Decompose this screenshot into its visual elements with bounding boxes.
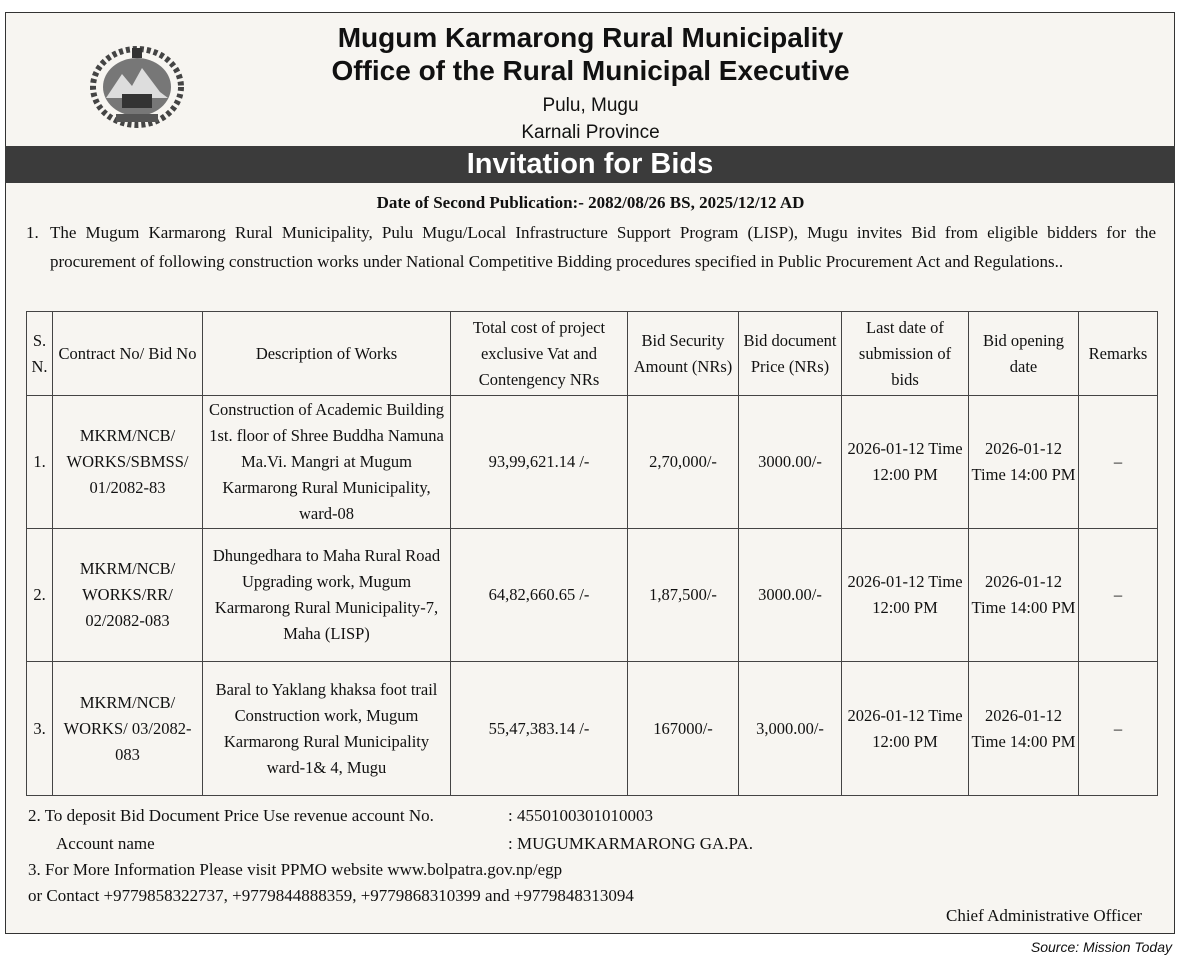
cell-sn: 1.: [27, 396, 53, 529]
cell-remarks: –: [1079, 529, 1158, 662]
header-security: Bid Security Amount (NRs): [628, 312, 739, 396]
cell-last-date: 2026-01-12 Time 12:00 PM: [842, 529, 969, 662]
cell-opening-date: 2026-01-12 Time 14:00 PM: [969, 662, 1079, 796]
cell-remarks: –: [1079, 396, 1158, 529]
header-remarks: Remarks: [1079, 312, 1158, 396]
header-contract: Contract No/ Bid No: [53, 312, 203, 396]
signatory: Chief Administrative Officer: [946, 906, 1143, 925]
cell-security: 1,87,500/-: [628, 529, 739, 662]
account-name-label: Account name: [56, 834, 155, 853]
cell-contract: MKRM/NCB/ WORKS/RR/ 02/2082-083: [53, 529, 203, 662]
cell-opening-date: 2026-01-12 Time 14:00 PM: [969, 529, 1079, 662]
contact-line: or Contact +9779858322737, +9779844888359, +9779868310399 and +9779848313094: [28, 886, 634, 905]
cell-description: Construction of Academic Building 1st. floor of Shree Buddha Namuna Ma.Vi. Mangri at Mugum Karmarong Rural Municipality, ward-08: [203, 396, 451, 529]
cell-cost: 93,99,621.14 /-: [451, 396, 628, 529]
municipality-name: Mugum Karmarong Rural Municipality: [337, 22, 844, 53]
header-last-date: Last date of submission of bids: [842, 312, 969, 396]
address-line-1: Pulu, Mugu: [542, 95, 639, 116]
header-cost: Total cost of project exclusive Vat and Contengency NRs: [451, 312, 628, 396]
address-line-2: Karnali Province: [521, 122, 660, 143]
cell-remarks: –: [1079, 662, 1158, 796]
publication-date: Date of Second Publication:- 2082/08/26 BS, 2025/12/12 AD: [376, 193, 805, 212]
cell-description: Baral to Yaklang khaksa foot trail Construction work, Mugum Karmarong Rural Municipality ward-1& 4, Mugu: [203, 662, 451, 796]
cell-security: 2,70,000/-: [628, 396, 739, 529]
cell-sn: 2.: [27, 529, 53, 662]
table-row: [27, 529, 1158, 662]
cell-cost: 55,47,383.14 /-: [451, 662, 628, 796]
cell-last-date: 2026-01-12 Time 12:00 PM: [842, 396, 969, 529]
account-name: : MUGUMKARMARONG GA.PA.: [508, 834, 753, 853]
cell-sn: 3.: [27, 662, 53, 796]
office-name: Office of the Rural Municipal Executive: [331, 55, 850, 86]
table-row: [27, 396, 1158, 529]
intro-paragraph: [26, 218, 1156, 276]
deposit-label: 2. To deposit Bid Document Price Use revenue account No.: [28, 806, 434, 825]
bids-table: [26, 311, 1158, 796]
header-opening-date: Bid opening date: [969, 312, 1079, 396]
cell-description: Dhungedhara to Maha Rural Road Upgrading work, Mugum Karmarong Rural Municipality-7, Maha (LISP): [203, 529, 451, 662]
cell-doc-price: 3,000.00/-: [739, 662, 842, 796]
cell-security: 167000/-: [628, 662, 739, 796]
info-line: 3. For More Information Please visit PPMO website www.bolpatra.gov.np/egp: [28, 860, 563, 879]
cell-last-date: 2026-01-12 Time 12:00 PM: [842, 662, 969, 796]
table-row: [27, 662, 1158, 796]
intro-text: The Mugum Karmarong Rural Municipality, Pulu Mugu/Local Infrastructure Support Program (LISP), Mugu invites Bid from eligible bidders for the procurement of following construction works under National Competitive Bidding procedures specified in Public Procurement Act and Regulations..: [50, 223, 1156, 271]
account-number: : 4550100301010003: [508, 806, 653, 825]
intro-number: 1.: [26, 223, 39, 242]
cell-contract: MKRM/NCB/ WORKS/SBMSS/ 01/2082-83: [53, 396, 203, 529]
cell-contract: MKRM/NCB/ WORKS/ 03/2082-083: [53, 662, 203, 796]
header-description: Description of Works: [203, 312, 451, 396]
header-doc-price: Bid document Price (NRs): [739, 312, 842, 396]
cell-doc-price: 3000.00/-: [739, 529, 842, 662]
cell-doc-price: 3000.00/-: [739, 396, 842, 529]
notice-title: Invitation for Bids: [5, 146, 1175, 183]
cell-cost: 64,82,660.65 /-: [451, 529, 628, 662]
source-credit: Source: Mission Today: [1030, 939, 1172, 955]
header-sn: S. N.: [27, 312, 53, 396]
cell-opening-date: 2026-01-12 Time 14:00 PM: [969, 396, 1079, 529]
